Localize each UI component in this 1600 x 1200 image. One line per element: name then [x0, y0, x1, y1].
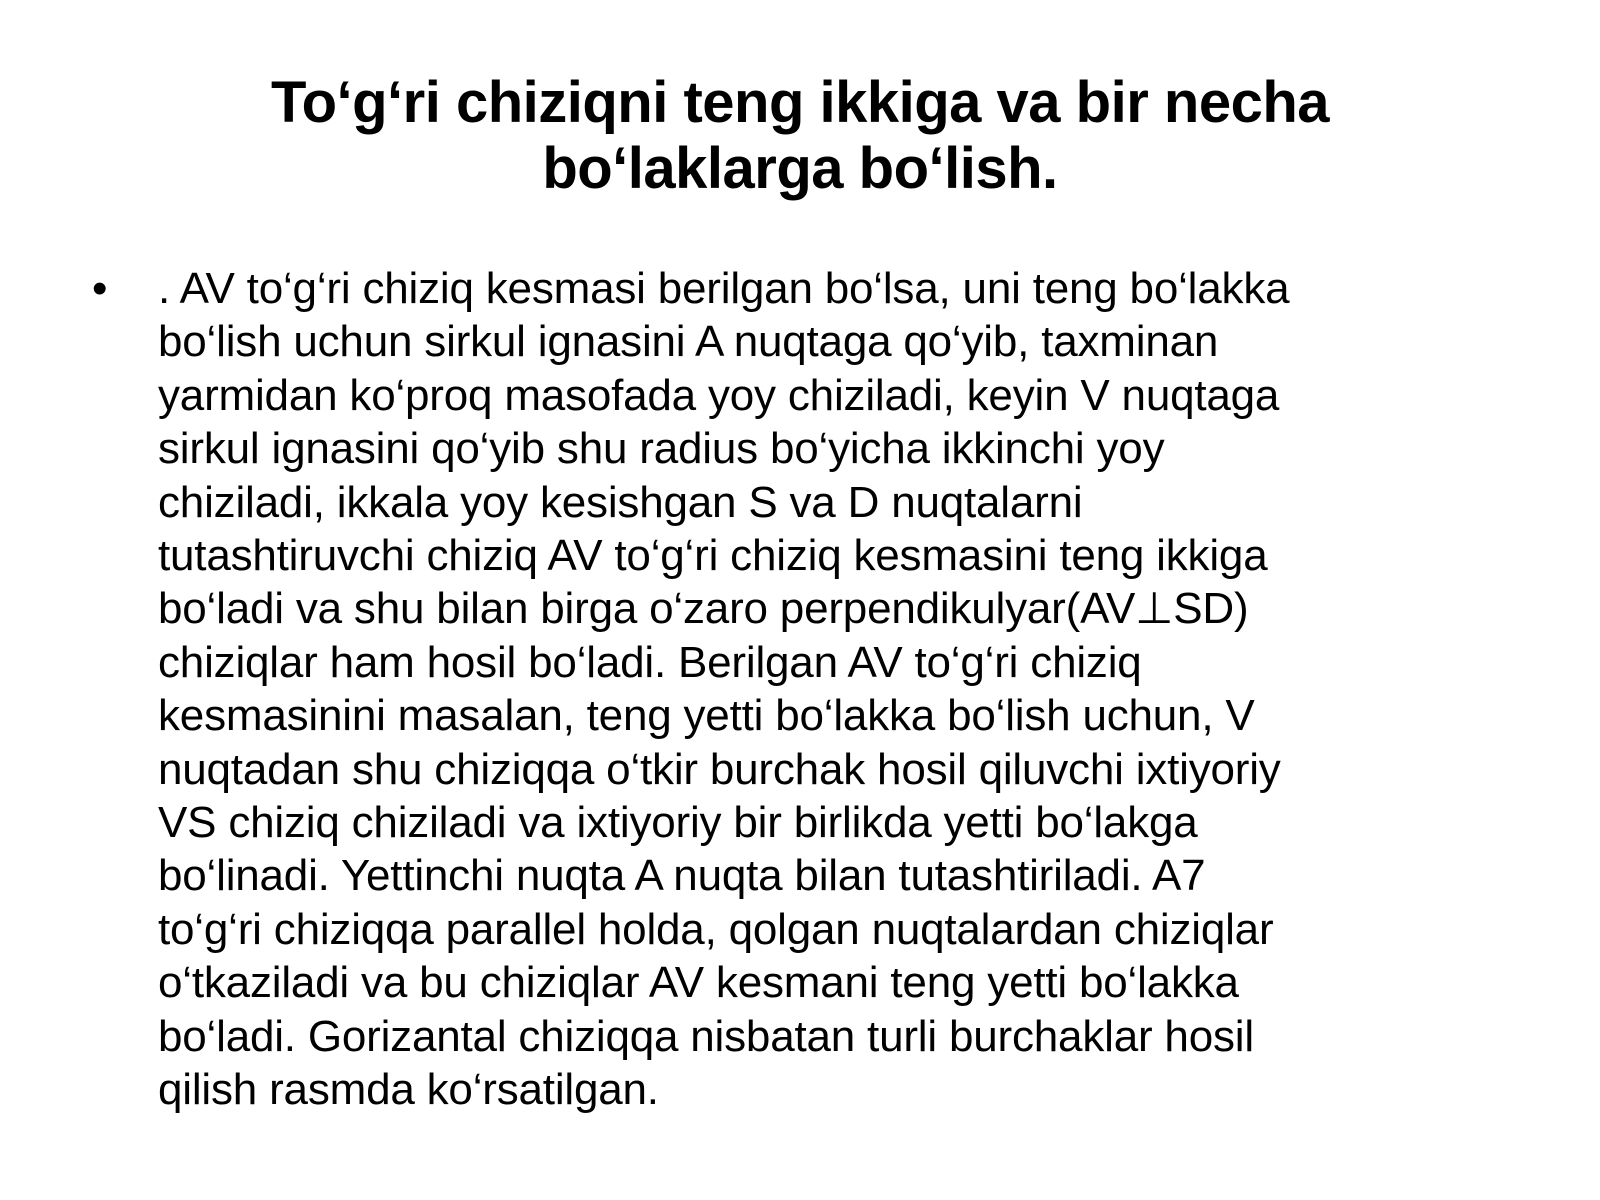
bullet-text — [158, 262, 1510, 1117]
text-line: bo‘lish uchun sirkul ignasini A nuqtaga qo‘yib, taxminan — [158, 317, 1219, 367]
text-line: bo‘linadi. Yettinchi nuqta A nuqta bilan tutashtiriladi. A7 — [158, 851, 1206, 901]
text-line: chiziladi, ikkala yoy kesishgan S va D nuqtalarni — [158, 477, 1083, 527]
text-line: tutashtiruvchi chiziq AV to‘g‘ri chiziq kesmasini teng ikkiga — [158, 531, 1268, 581]
text-line: qilish rasmda ko‘rsatilgan. — [158, 1065, 659, 1115]
slide-title — [160, 70, 1440, 202]
text-line: chiziqlar ham hosil bo‘ladi. Berilgan AV to‘g‘ri chiziq — [158, 637, 1142, 687]
slide-title-line-2: bo‘laklarga bo‘lish. — [542, 136, 1058, 201]
text-line: kesmasinini masalan, teng yetti bo‘lakka bo‘lish uchun, V — [158, 691, 1255, 741]
text-line: bo‘ladi va shu bilan birga o‘zaro perpendikulyar(AV⊥SD) — [158, 584, 1249, 634]
text-line: o‘tkaziladi va bu chiziqlar AV kesmani teng yetti bo‘lakka — [158, 958, 1239, 1008]
slide-title-line-1: To‘g‘ri chiziqni teng ikkiga va bir necha — [270, 70, 1330, 135]
bullet-item — [90, 262, 1510, 1117]
text-line: VS chiziq chiziladi va ixtiyoriy bir birlikda yetti bo‘lakga — [158, 798, 1198, 848]
text-line: to‘g‘ri chiziqqa parallel holda, qolgan nuqtalardan chiziqlar — [158, 904, 1274, 954]
bullet-marker: • — [92, 264, 108, 313]
text-line: nuqtadan shu chiziqqa o‘tkir burchak hosil qiluvchi ixtiyoriy — [158, 744, 1281, 794]
text-line: . AV to‘g‘ri chiziq kesmasi berilgan bo‘lsa, uni teng bo‘lakka — [158, 264, 1290, 313]
text-line: sirkul ignasini qo‘yib shu radius bo‘yicha ikkinchi yoy — [158, 424, 1165, 474]
bullet-list — [90, 262, 1510, 1117]
text-line: yarmidan ko‘proq masofada yoy chiziladi, keyin V nuqtaga — [158, 370, 1280, 420]
text-line: bo‘ladi. Gorizantal chiziqqa nisbatan turli burchaklar hosil — [158, 1011, 1254, 1061]
